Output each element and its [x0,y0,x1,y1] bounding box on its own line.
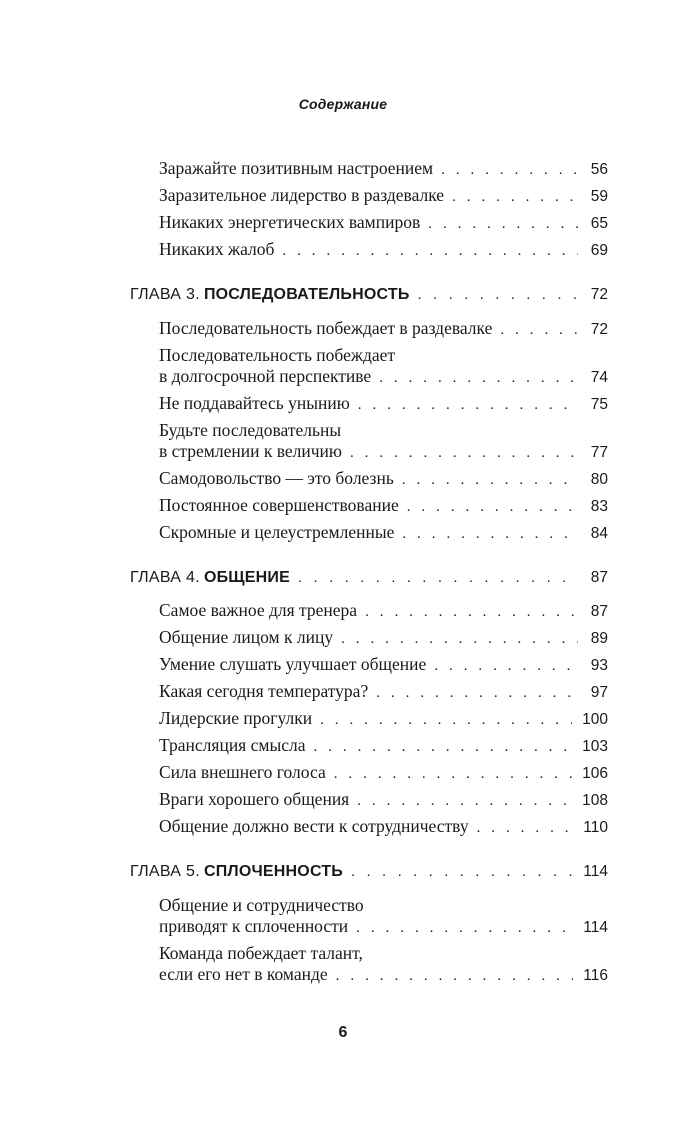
toc-entry-title: Общение должно вести к сотрудничеству [159,816,469,836]
dot-leader [365,601,578,623]
toc-entry[interactable] [159,238,608,260]
toc-entry-title: Последовательность побеждает [159,345,396,365]
toc-entry-title: Постоянное совершенствование [159,495,399,515]
toc-entry[interactable] [159,317,608,339]
toc-entry-page: 93 [590,657,608,674]
toc-entry[interactable] [159,365,608,387]
dot-leader [402,469,578,491]
toc-entry-title: Никаких энергетических вампиров [159,212,421,232]
toc-entry-page: 106 [582,765,608,782]
toc-entry-page: 72 [590,286,608,303]
toc-entry-title: Заразительное лидерство в раздевалке [159,185,445,205]
toc-chapter-3[interactable] [130,284,608,306]
toc-entry-title: Лидерские прогулки [159,708,313,728]
dot-leader [379,367,578,389]
toc-entry-title: Самодовольство — это болезнь [159,468,394,488]
dot-leader [500,319,578,341]
dot-leader [334,763,572,785]
toc-entry-first-line[interactable] [159,344,608,366]
toc-entry[interactable] [159,761,608,783]
dot-leader [320,709,572,731]
chapter-label: ГЛАВА 4. [130,569,200,586]
toc-entry-title: Заражайте позитивным настроением [159,158,434,178]
running-header: Содержание [298,96,388,112]
dot-leader [298,567,578,589]
toc-entry[interactable] [159,521,608,543]
toc-entry-title: Умение слушать улучшает общение [159,654,427,674]
toc-entry-title: Трансляция смысла [159,735,306,755]
toc-entry[interactable] [159,653,608,675]
toc-chapter-5[interactable] [130,861,608,883]
toc-entry-title: в долгосрочной перспективе [159,366,372,386]
dot-leader [313,736,572,758]
chapter-title: ПОСЛЕДОВАТЕЛЬНОСТЬ [203,286,410,303]
dot-leader [407,496,578,518]
dot-leader [350,442,578,464]
dot-leader [376,682,578,704]
dot-leader [441,159,578,181]
toc-entry[interactable] [159,626,608,648]
dot-leader [418,284,578,306]
toc-entry-title: Никаких жалоб [159,239,275,259]
dot-leader [477,817,574,839]
toc-entry-page: 59 [590,188,608,205]
toc-entry-page: 114 [583,919,608,936]
toc-entry-first-line[interactable] [159,894,608,916]
toc-entry-page: 84 [590,525,608,542]
toc-entry-page: 83 [590,498,608,515]
dot-leader [351,861,573,883]
toc-entry-title: в стремлении к величию [159,441,342,461]
toc-entry-title: Сила внешнего голоса [159,762,326,782]
dot-leader [358,394,578,416]
toc-entry-page: 65 [590,215,608,232]
toc-entry-page: 77 [590,444,608,461]
dot-leader [341,628,578,650]
toc-entry-title: Общение и сотрудничество [159,895,364,915]
toc-entry-page: 69 [590,242,608,259]
toc-entry-title: Враги хорошего общения [159,789,350,809]
toc-entry[interactable] [159,392,608,414]
toc-entry-title: Последовательность побеждает в раздевалке [159,318,493,338]
toc-entry-page: 56 [590,161,608,178]
toc-entry-page: 72 [590,321,608,338]
toc-entry[interactable] [159,788,608,810]
toc-entry-page: 108 [582,792,608,809]
toc-entry-page: 100 [582,711,608,728]
toc-entry-title: Скромные и целеустремленные [159,522,395,542]
toc-entry-page: 97 [590,684,608,701]
toc-entry-page: 116 [583,967,608,984]
toc-entry-page: 114 [583,863,608,880]
toc-entry[interactable] [159,440,608,462]
toc-entry[interactable] [159,157,608,179]
toc-entry[interactable] [159,494,608,516]
dot-leader [428,213,578,235]
toc-entry-page: 87 [590,603,608,620]
toc-entry-page: 87 [590,569,608,586]
toc-entry-title: Не поддавайтесь унынию [159,393,350,413]
toc-entry-page: 103 [582,738,608,755]
toc-entry-title: Команда побеждает талант, [159,943,363,963]
toc-entry[interactable] [159,680,608,702]
toc-entry[interactable] [159,734,608,756]
toc-entry-title: Будьте последовательны [159,420,342,440]
toc-entry-first-line[interactable] [159,419,608,441]
chapter-title: СПЛОЧЕННОСТЬ [203,863,343,880]
toc-entry-title: если его нет в команде [159,964,328,984]
toc-entry-title: Самое важное для тренера [159,600,358,620]
dot-leader [402,523,578,545]
toc-entry[interactable] [159,184,608,206]
toc-entry-page: 74 [590,369,608,386]
chapter-title: ОБЩЕНИЕ [203,569,291,586]
toc-entry-page: 89 [590,630,608,647]
toc-entry-page: 75 [590,396,608,413]
toc-entry-first-line[interactable] [159,942,608,964]
dot-leader [282,240,578,262]
toc-entry-title: Какая сегодня температура? [159,681,369,701]
dot-leader [434,655,578,677]
dot-leader [357,790,572,812]
dot-leader [452,186,578,208]
dot-leader [356,917,573,939]
toc-entry[interactable] [159,707,608,729]
toc-entry[interactable] [159,599,608,621]
toc-entry-title: Общение лицом к лицу [159,627,334,647]
toc-entry-title: приводят к сплоченности [159,916,349,936]
toc-chapter-4[interactable] [130,567,608,589]
chapter-label: ГЛАВА 5. [130,863,200,880]
toc-entry[interactable] [159,815,608,837]
toc-entry[interactable] [159,915,608,937]
toc-entry[interactable] [159,467,608,489]
toc-entry-page: 110 [583,819,608,836]
toc-entry[interactable] [159,963,608,985]
toc-entry-page: 80 [590,471,608,488]
toc-entry[interactable] [159,211,608,233]
dot-leader [336,965,574,987]
page-number: 6 [338,1024,348,1041]
chapter-label: ГЛАВА 3. [130,286,200,303]
